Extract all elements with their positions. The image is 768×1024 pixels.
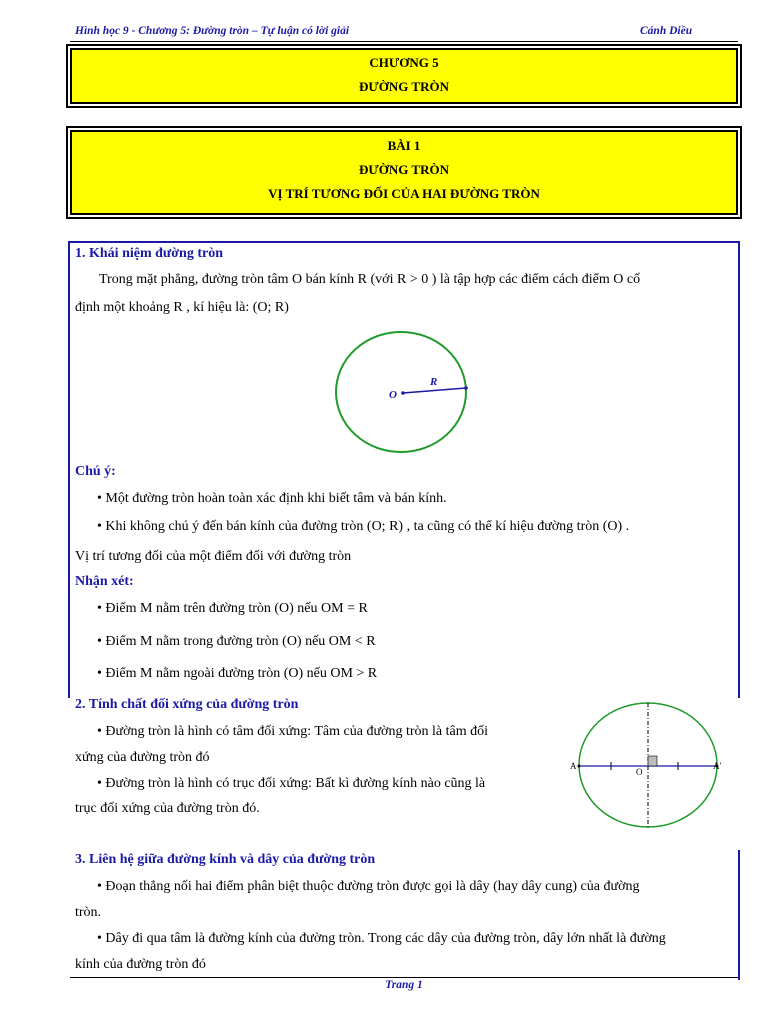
page-number: Trang 1	[385, 979, 423, 991]
circle-outline	[336, 332, 466, 452]
circle-radius-figure	[330, 330, 480, 455]
symmetry-bullet-1-line-1: • Đường tròn là hình có tâm đối xứng: Tâm của đường tròn là tâm đối	[97, 724, 488, 739]
radius-segment	[403, 388, 466, 393]
label-o: O	[636, 767, 643, 777]
radius-label: R	[430, 376, 438, 388]
section-2-heading: 2. Tính chất đối xứng của đường tròn	[75, 697, 299, 712]
symmetry-bullet-2-line-2: trục đối xứng của đường tròn đó.	[75, 801, 260, 816]
position-subheading: Vị trí tương đối của một điểm đối với đường tròn	[75, 549, 352, 564]
symmetry-bullet-2-line-1: • Đường tròn là hình có trục đối xứng: Bất kì đường kính nào cũng là	[97, 776, 486, 791]
content-frame-right-lower	[738, 850, 740, 980]
chapter-number: CHƯƠNG 5	[369, 55, 439, 70]
center-label: O	[389, 389, 397, 401]
label-a-prime: A'	[713, 761, 722, 771]
lesson-subtitle: VỊ TRÍ TƯƠNG ĐỐI CỦA HAI ĐƯỜNG TRÒN	[268, 186, 540, 201]
chord-bullet-2-line-2: kính của đường tròn đó	[75, 957, 206, 972]
section-1-heading: 1. Khái niệm đường tròn	[75, 246, 224, 261]
page-header-title: Hình học 9 - Chương 5: Đường tròn – Tự luận có lời giải	[75, 25, 350, 37]
remark-bullet-3: • Điểm M nằm ngoài đường tròn (O) nếu OM > R	[97, 666, 378, 681]
chord-bullet-1-line-2: tròn.	[75, 905, 102, 920]
section-3-heading: 3. Liên hệ giữa đường kính và dây của đường tròn	[75, 852, 376, 867]
note-heading: Chú ý:	[75, 464, 116, 479]
right-angle-marker	[648, 756, 657, 766]
header-divider	[70, 41, 738, 42]
remark-bullet-2: • Điểm M nằm trong đường tròn (O) nếu OM < R	[97, 634, 376, 649]
point-a	[578, 765, 581, 768]
note-bullet-2: • Khi không chú ý đến bán kính của đường tròn (O; R) , ta cũng có thể kí hiệu đường tròn (O) .	[97, 519, 630, 534]
content-frame-left	[68, 241, 70, 698]
center-point	[401, 391, 405, 395]
definition-line-2: định một khoảng R , kí hiệu là: (O; R)	[75, 300, 289, 315]
content-frame-right	[738, 241, 740, 698]
label-a: A	[570, 761, 577, 771]
lesson-title-box	[70, 130, 738, 215]
remark-heading: Nhận xét:	[75, 574, 134, 589]
page-header-publisher: Cánh Diều	[640, 25, 693, 37]
chord-bullet-2-line-1: • Dây đi qua tâm là đường kính của đường tròn. Trong các dây của đường tròn, dây lớn nhất là đường	[97, 931, 666, 946]
lesson-name: ĐƯỜNG TRÒN	[359, 162, 449, 177]
chapter-name: ĐƯỜNG TRÒN	[359, 79, 449, 94]
lesson-number: BÀI 1	[387, 138, 421, 153]
symmetry-bullet-1-line-2: xứng của đường tròn đó	[75, 750, 210, 765]
chapter-title-box	[70, 48, 738, 104]
remark-bullet-1: • Điểm M nằm trên đường tròn (O) nếu OM = R	[97, 601, 368, 616]
note-bullet-1: • Một đường tròn hoàn toàn xác định khi biết tâm và bán kính.	[97, 491, 447, 506]
definition-line-1: Trong mặt phẳng, đường tròn tâm O bán kính R (với R > 0 ) là tập hợp các điểm cách điểm O cố	[99, 272, 641, 287]
content-frame-top	[68, 241, 740, 243]
footer-divider	[70, 977, 738, 978]
circle-point	[464, 386, 468, 390]
chord-bullet-1-line-1: • Đoạn thẳng nối hai điểm phân biệt thuộc đường tròn được gọi là dây (hay dây cung) của đường	[97, 879, 640, 894]
symmetry-circle-figure	[566, 700, 738, 830]
